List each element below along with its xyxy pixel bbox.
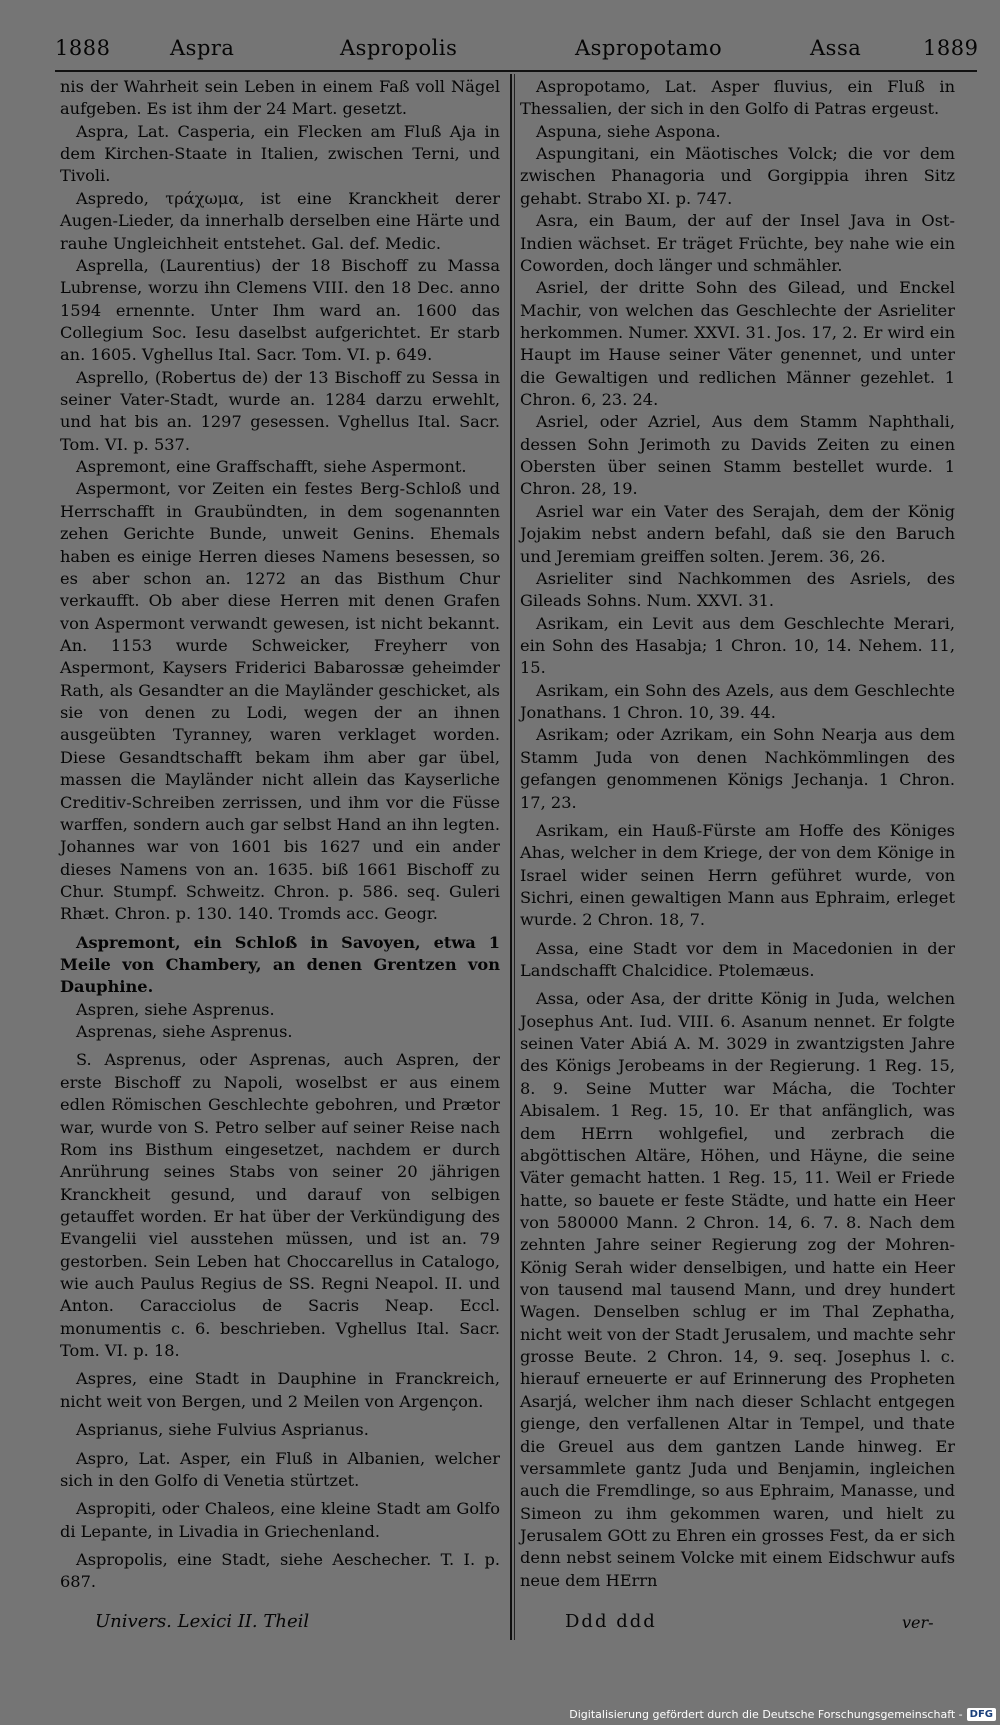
dictionary-entry: nis der Wahrheit sein Leben in einem Faß voll Nägel aufgeben. Es ist ihm der 24 Mart. gesetzt.	[60, 77, 500, 119]
dictionary-entry: Asprenas, siehe Asprenus.	[76, 1022, 293, 1042]
left-column	[60, 76, 500, 1594]
dictionary-entry: Aspremont, eine Graffschafft, siehe Aspermont.	[76, 457, 467, 477]
dictionary-entry: Asprello, (Robertus de) der 13 Bischoff zu Sessa in seiner Vater-Stadt, wurde an. 1284 darzu erwehlt, und hat bis an. 1297 gesessen. Vghellus Ital. Sacr. Tom. VI. p. 537.	[60, 367, 500, 454]
dictionary-entry: Aspro, Lat. Asper, ein Fluß in Albanien, welcher sich in den Golfo di Venetia stürtzet.	[60, 1448, 500, 1490]
right-column	[520, 76, 955, 1592]
dictionary-entry: Aspuna, siehe Aspona.	[536, 121, 721, 141]
dictionary-entry: Asriel, der dritte Sohn des Gilead, und Enckel Machir, von welchen das Geschlechte der Asrieliter herkommen. Numer. XXVI. 31. Jos. 17, 2. Er wird ein Haupt im Hause seiner Väter genennet, und unter die Gewaltigen und redlichen Männer gezehlet. 1 Chron. 6, 23. 24.	[520, 278, 955, 410]
dictionary-entry: Asrieliter sind Nachkommen des Asriels, des Gileads Sohns. Num. XXVI. 31.	[520, 568, 955, 611]
dictionary-entry: Asrikam, ein Sohn des Azels, aus dem Geschlechte Jonathans. 1 Chron. 10, 39. 44.	[520, 680, 955, 723]
dictionary-entry: Asra, ein Baum, der auf der Insel Java in Ost-Indien wächset. Er träget Früchte, bey nahe wie ein Coworden, doch länger und schmähler.	[520, 211, 955, 275]
dictionary-entry: S. Asprenus, oder Asprenas, auch Aspren, der erste Bischoff zu Napoli, woselbst er aus einem edlen Römischen Geschlechte gebohren, und Prætor war, wurde von S. Petro selber auf seiner Reise nach Rom ins Bisthum eingesetzet, nachdem er durch Anrührung seines Stabs von seiner 20 jährigen Kranckheit gesund, und darauf von selbigen getauffet worden. Er hat über der Verkündigung des Evangelii viel ausstehen müssen, und ist an. 79 gestorben. Sein Leben hat Choccarellus in Catalogo, wie auch Paulus Regius de SS. Regni Neapol. II. und Anton. Caracciolus de Sacris Neap. Eccl. monumentis c. 6. beschrieben. Vghellus Ital. Sacr. Tom. VI. p. 18.	[60, 1050, 500, 1361]
dictionary-entry: Assa, oder Asa, der dritte König in Juda, welchen Josephus Ant. Iud. VIII. 6. Asanum nennet. Er folgte seinen Vater Abiá A. M. 3029 in zwantzigsten Jahre des Königs Jerobeams in der Regierung. 1 Reg. 15, 8. 9. Seine Mutter war Mácha, die Tochter Abisalem. 1 Reg. 15, 10. Er that anfänglich, was dem HErrn wohlgefiel, und zerbrach die abgöttischen Altäre, Höhen, und Häyne, die seine Väter gemacht hatten. 1 Reg. 15, 11. Weil er Friede hatte, so bauete er feste Städte, und hatte ein Heer von 580000 Mann. 2 Chron. 14, 6. 7. 8. Nach dem zehnten Jahre seiner Regierung zog der Mohren-König Serah wider denselbigen, und hatte ein Heer von tausend mal tausend Mann, und drey hundert Wagen. Denselben schlug er im Thal Zephatha, nicht weit von der Stadt Jerusalem, und machte sehr grosse Beute. 2 Chron. 14, 9. seq. Josephus l. c. hierauf erneuerte er auf Erinnerung des Propheten Asarjá, welcher ihm nach dieser Schlacht entgegen gienge, den verfallenen Altar in Tempel, und thate die Greuel aus dem gantzen Lande hinweg. Er versammlete gantz Juda und Benjamin, ingleichen auch die Fremdlinge, so aus Ephraim, Manasse, und Simeon zu ihm gekommen waren, und hielt zu Jerusalem GOtt zu Ehren ein grosses Fest, da er sich denn nebst seinem Volcke mit einem Eidschwur aufs neue dem HErrn	[520, 989, 955, 1590]
dictionary-entry: Assa, eine Stadt vor dem in Macedonien in der Landschafft Chalcidice. Ptolemæus.	[520, 938, 955, 981]
page-number-right: 1889	[923, 36, 979, 60]
column-divider-inner	[514, 74, 515, 1640]
page-number-left: 1888	[55, 36, 111, 60]
catchword: ver-	[902, 1613, 934, 1632]
header-rule	[55, 70, 977, 72]
dictionary-entry: Aspres, eine Stadt in Dauphine in Franckreich, nicht weit von Bergen, und 2 Meilen von Argençon.	[60, 1369, 500, 1411]
column-divider	[510, 74, 512, 1640]
dictionary-entry: Aspredo, τράχωμα, ist eine Kranckheit derer Augen-Lieder, da innerhalb derselben eine Härte und rauhe Ungleichheit entstehet. Gal. def. Medic.	[60, 188, 500, 253]
guide-word-2: Aspropolis	[340, 36, 458, 60]
dictionary-entry: Aspungitani, ein Mäotisches Volck; die vor dem zwischen Phanagoria und Gorgippia ihren Sitz gehabt. Strabo XI. p. 747.	[520, 144, 955, 208]
guide-word-1: Aspra	[170, 36, 235, 60]
sheet-mark: Ddd ddd	[565, 1611, 657, 1632]
guide-word-3: Aspropotamo	[575, 36, 723, 60]
dictionary-entry: Asriel, oder Azriel, Aus dem Stamm Naphthali, dessen Sohn Jerimoth zu Davids Zeiten zu einen Obersten über seinen Stamm bestellet wurde. 1 Chron. 28, 19.	[520, 412, 955, 499]
credit-text: Digitalisierung gefördert durch die Deutsche Forschungsgemeinschaft -	[569, 1707, 963, 1721]
running-header	[55, 36, 979, 66]
dictionary-entry: Asprianus, siehe Fulvius Asprianus.	[76, 1420, 369, 1440]
dictionary-entry: Aspropolis, eine Stadt, siehe Aeschecher. T. I. p. 687.	[60, 1550, 500, 1592]
dictionary-entry: Aspremont, ein Schloß in Savoyen, etwa 1 Meile von Chambery, an denen Grentzen von Dauphine.	[60, 932, 500, 997]
dictionary-entry: Aspermont, vor Zeiten ein festes Berg-Schloß und Herrschafft in Graubündten, in dem sogenannten zehen Gerichte Bunde, unweit Genins. Ehemals haben es einige Herren dieses Namens besessen, so es aber schon an. 1272 an das Bisthum Chur verkaufft. Ob aber diese Herren mit denen Grafen von Aspermont verwandt gewesen, ist nicht bekannt. An. 1153 wurde Schweicker, Freyherr von Aspermont, Kaysers Friderici Babarossæ geheimder Rath, als Gesandter an die Mayländer geschicket, als sie von denen zu Lodi, wegen der an ihnen ausgeübten Tyranney, waren verklaget worden. Diese Gesandtschafft bekam ihm aber gar übel, massen die Mayländer nicht allein das Kayserliche Creditiv-Schreiben zerrissen, und ihm vor die Füsse warffen, sondern auch gar selbst Hand an ihn legten. Johannes war von 1601 bis 1627 und ein ander dieses Namens von an. 1635. biß 1661 Bischoff zu Chur. Stumpf. Schweitz. Chron. p. 586. seq. Guleri Rhæt. Chron. p. 130. 140. Tromds acc. Geogr.	[60, 479, 500, 924]
guide-word-4: Assa	[810, 36, 862, 60]
dictionary-entry: Aspropotamo, Lat. Asper fluvius, ein Fluß in Thessalien, der sich in den Golfo di Patras ergeust.	[520, 77, 955, 119]
signature-mark: Univers. Lexici II. Theil	[95, 1611, 310, 1632]
dictionary-entry: Aspren, siehe Asprenus.	[76, 999, 275, 1019]
dictionary-entry: Asrikam, ein Levit aus dem Geschlechte Merari, ein Sohn des Hasabja; 1 Chron. 10, 14. Nehem. 11, 15.	[520, 613, 955, 678]
dictionary-entry: Asrikam, ein Hauß-Fürste am Hoffe des Königes Ahas, welcher in dem Kriege, der von dem Könige in Israel wider seinen Herrn geführet wurde, von Sichri, einen gewaltigen Mann aus Ephraim, erleget wurde. 2 Chron. 18, 7.	[520, 820, 955, 930]
dictionary-entry: Asprella, (Laurentius) der 18 Bischoff zu Massa Lubrense, worzu ihn Clemens VIII. den 18 Dec. anno 1594 ernennte. Unter Ihm ward an. 1600 das Collegium Soc. Iesu daselbst aufgerichtet. Er starb an. 1605. Vghellus Ital. Sacr. Tom. VI. p. 649.	[60, 255, 500, 365]
dfg-logo: DFG	[967, 1708, 996, 1721]
dictionary-entry: Asrikam; oder Azrikam, ein Sohn Nearja aus dem Stamm Juda von denen Nachkömmlingen des gefangen genommenen Königs Jechanja. 1 Chron. 17, 23.	[520, 725, 955, 812]
dictionary-entry: Asriel war ein Vater des Serajah, dem der König Jojakim nebst andern befahl, daß sie den Baruch und Jeremiam greiffen solten. Jerem. 36, 26.	[520, 501, 955, 566]
digitization-credit	[569, 1704, 996, 1724]
dictionary-entry: Aspra, Lat. Casperia, ein Flecken am Fluß Aja in dem Kirchen-Staate in Italien, zwischen Terni, und Tivoli.	[60, 121, 500, 186]
dictionary-entry: Aspropiti, oder Chaleos, eine kleine Stadt am Golfo di Lepante, in Livadia in Griechenland.	[60, 1499, 500, 1541]
